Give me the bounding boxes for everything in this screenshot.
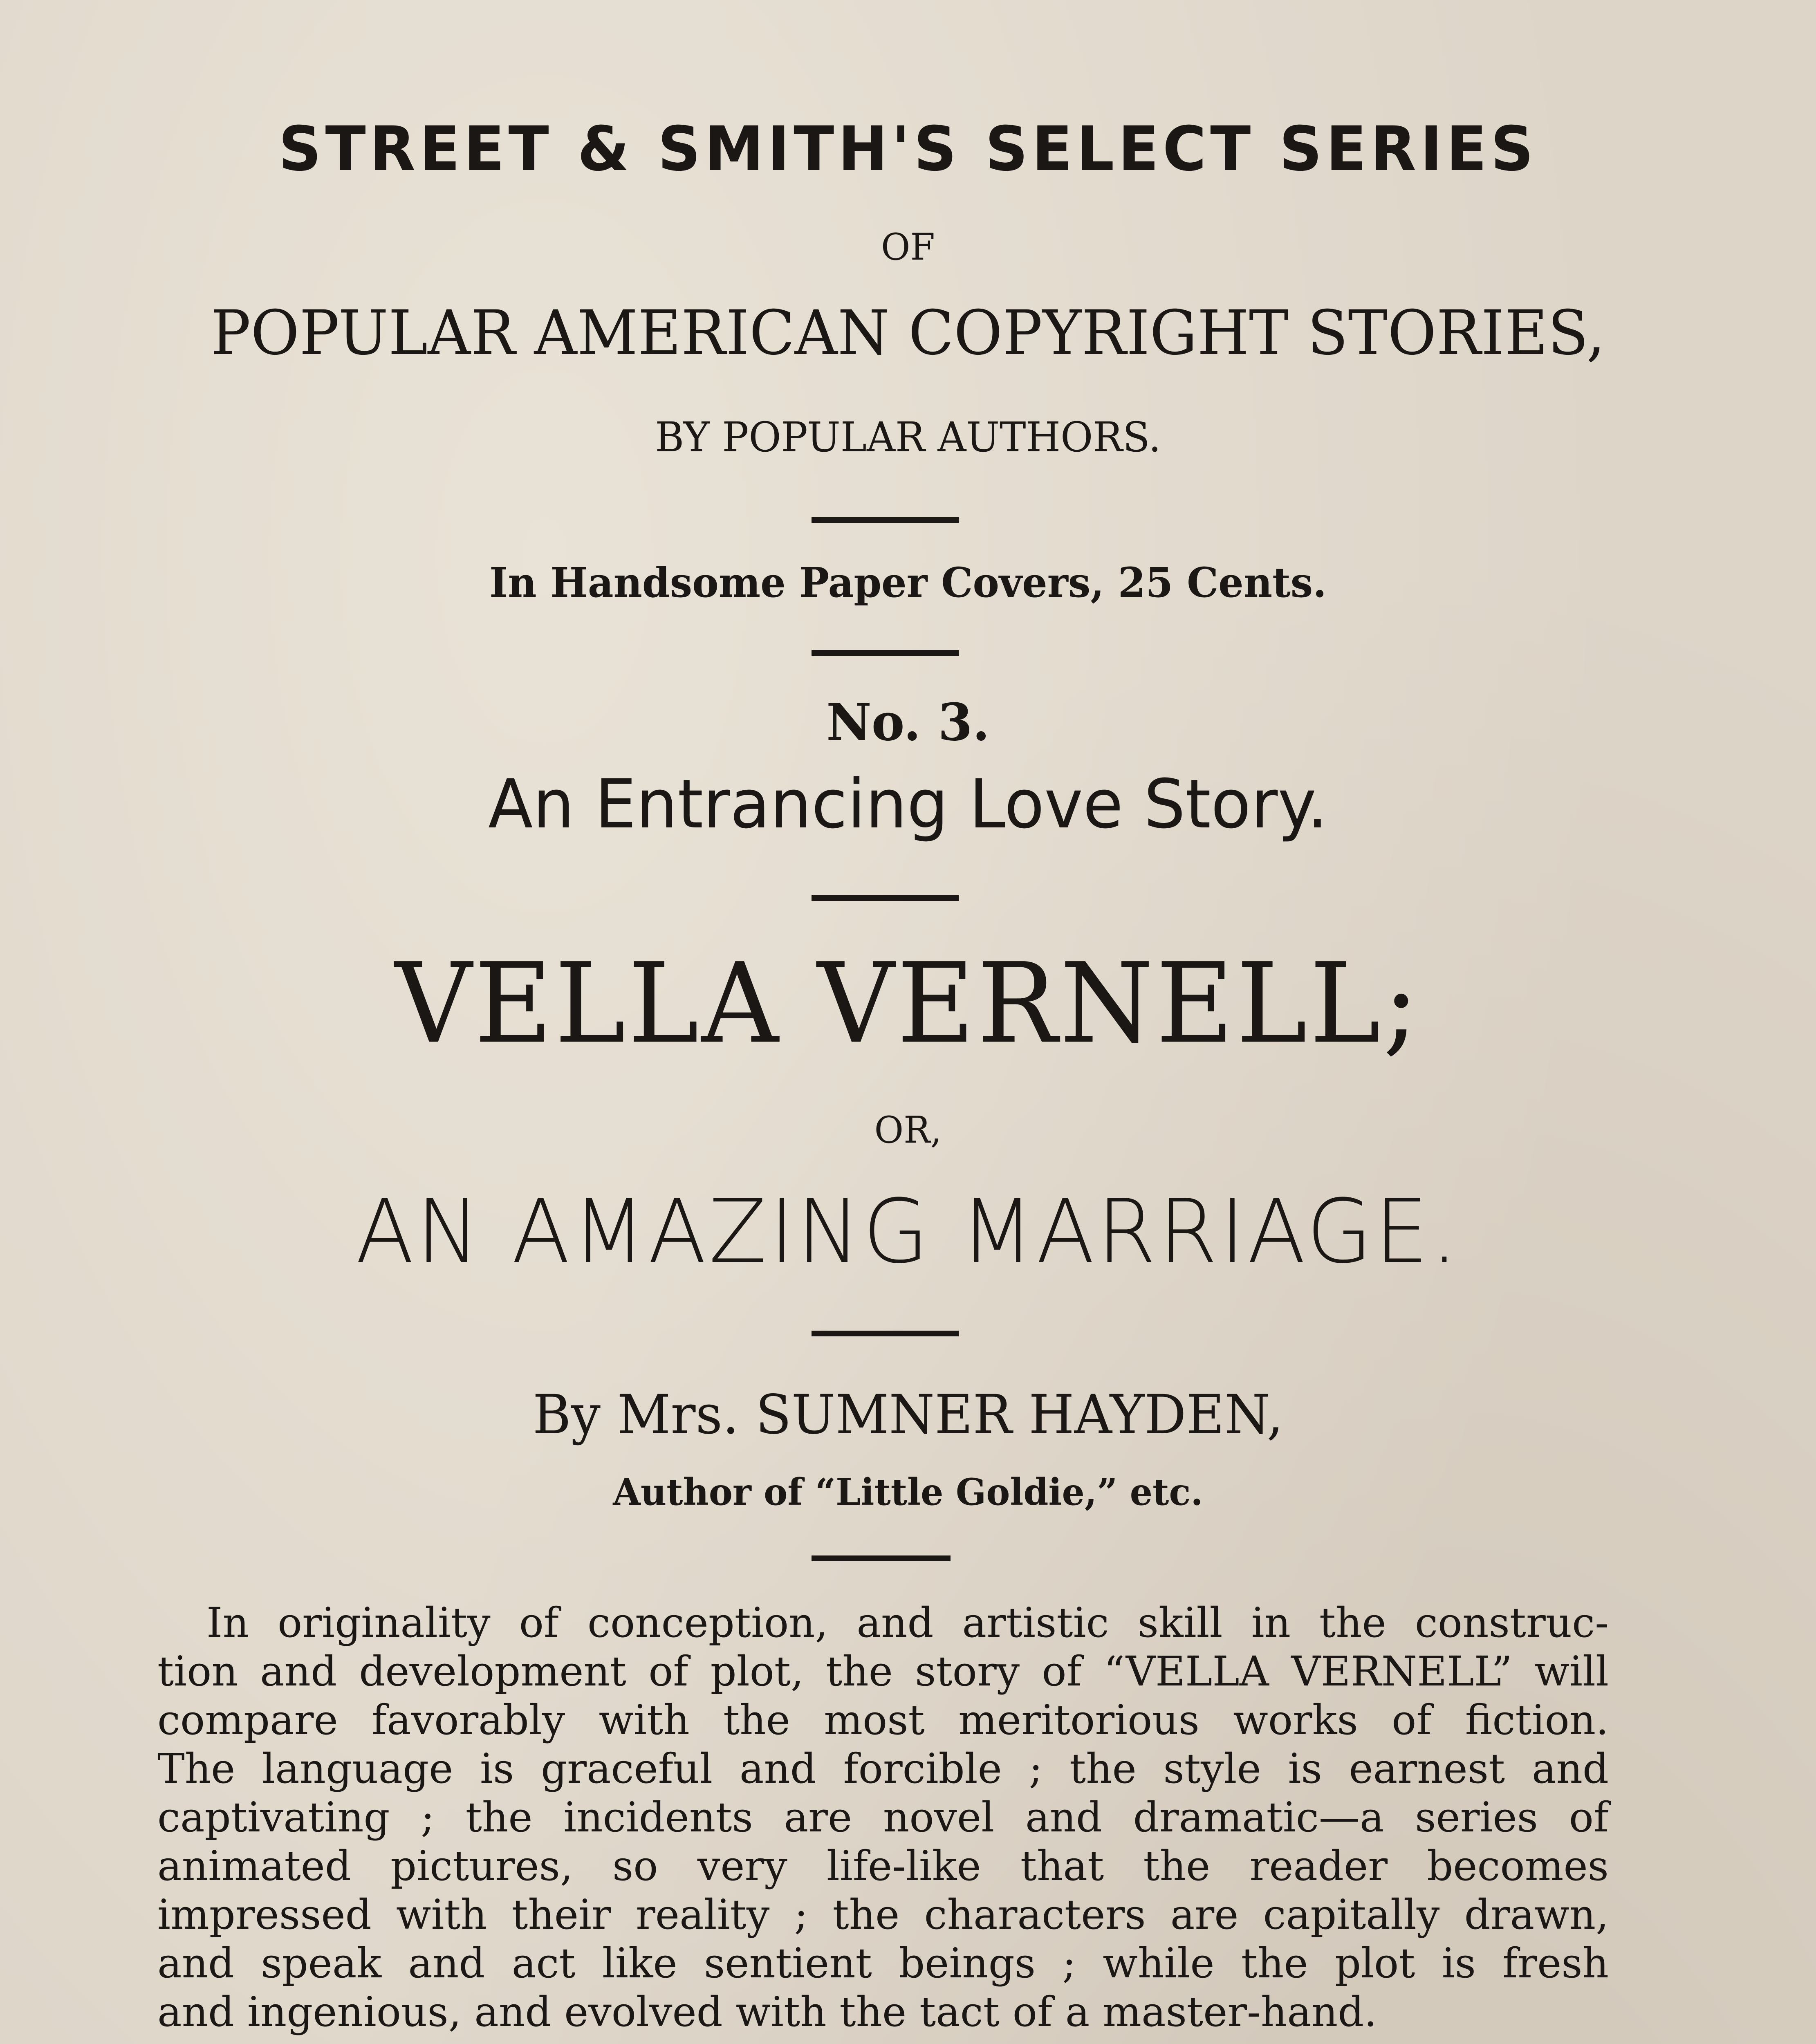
- genre-line: An Entrancing Love Story.: [488, 765, 1328, 843]
- author-byline: By Mrs. SUMNER HAYDEN,: [532, 1383, 1284, 1446]
- divider-rule: [812, 1331, 959, 1336]
- authors-line: BY POPULAR AUTHORS.: [655, 413, 1161, 461]
- description-line: In originality of conception, and artistic skill in the construc-: [206, 1599, 1609, 1647]
- book-title: VELLA VERNELL;: [395, 939, 1421, 1068]
- description-line: captivating ; the incidents are novel and dramatic—a series of: [157, 1793, 1609, 1841]
- description-line: compare favorably with the most meritorious works of fiction.: [157, 1696, 1609, 1744]
- description-line: and ingenious, and evolved with the tact of a master-hand.: [157, 1988, 1377, 2036]
- divider-rule: [812, 650, 959, 656]
- description-line: The language is graceful and forcible ; the style is earnest and: [157, 1745, 1609, 1793]
- divider-rule: [812, 517, 959, 523]
- series-title: STREET & SMITH'S SELECT SERIES: [278, 114, 1538, 185]
- collection-title: POPULAR AMERICAN COPYRIGHT STORIES,: [211, 298, 1605, 369]
- divider-rule: [812, 895, 959, 901]
- author-note: Author of “Little Goldie,” etc.: [613, 1470, 1203, 1514]
- covers-price-line: In Handsome Paper Covers, 25 Cents.: [489, 558, 1327, 607]
- description-line: impressed with their reality ; the characters are capitally drawn,: [157, 1891, 1609, 1939]
- description-line: animated pictures, so very life-like that the reader becomes: [157, 1842, 1609, 1890]
- book-number: No. 3.: [826, 693, 990, 752]
- description-line: and speak and act like sentient beings ; while the plot is fresh: [157, 1939, 1609, 1987]
- book-subtitle: AN AMAZING MARRIAGE.: [355, 1180, 1460, 1283]
- divider-rule: [812, 1555, 951, 1561]
- description-line: tion and development of plot, the story of “VELLA VERNELL” will: [157, 1647, 1609, 1695]
- description-paragraph: [157, 1598, 1609, 2036]
- or-text: OR,: [874, 1109, 942, 1152]
- of-text: OF: [881, 226, 935, 269]
